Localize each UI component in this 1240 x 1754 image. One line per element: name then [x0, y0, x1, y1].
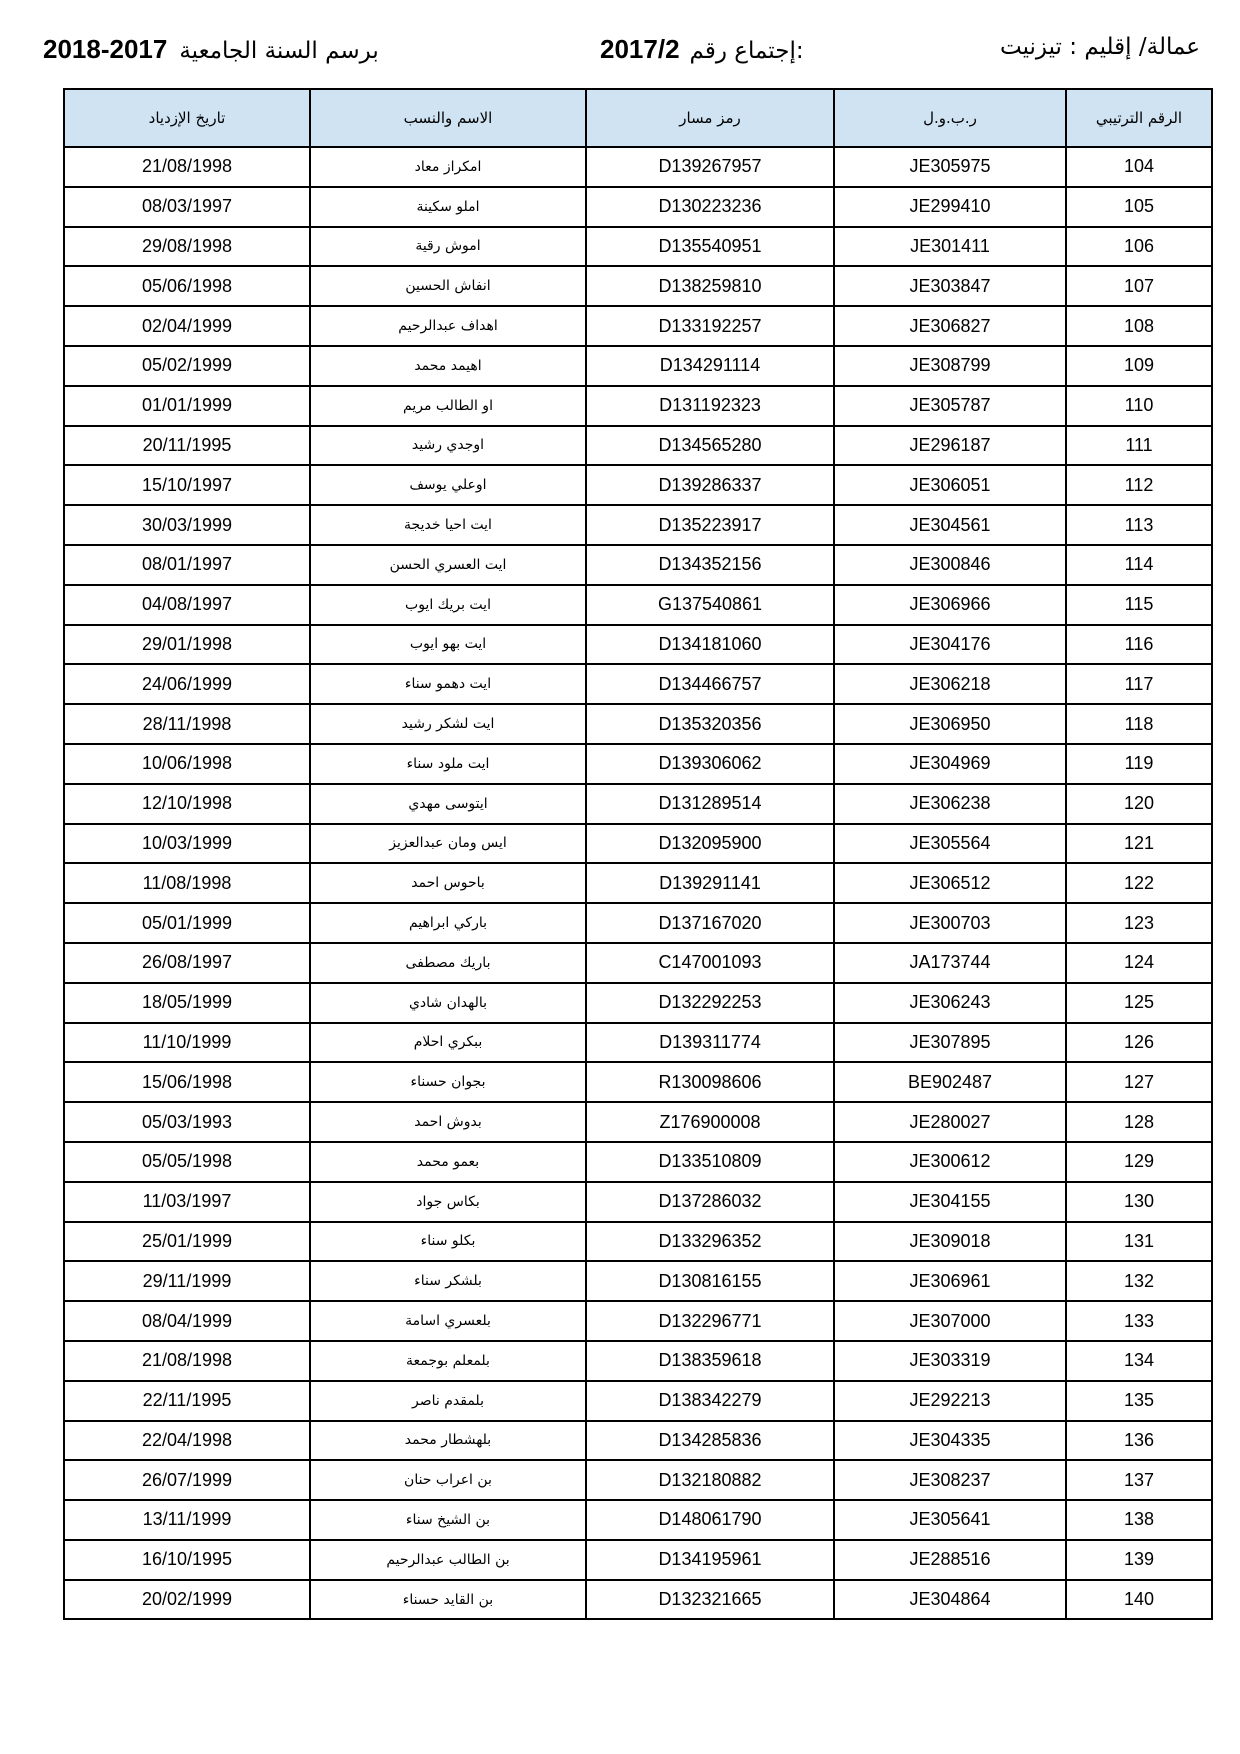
cell-dob: 29/01/1998 [64, 625, 310, 665]
cell-dob: 01/01/1999 [64, 386, 310, 426]
province-label: عمالة/ إقليم : تيزنيت [999, 34, 1200, 60]
column-header-massar: رمز مسار [586, 89, 834, 147]
table-row [64, 1301, 1212, 1341]
cell-seq: 140 [1066, 1580, 1212, 1620]
table-row [64, 1421, 1212, 1461]
cell-seq: 130 [1066, 1182, 1212, 1222]
cell-massar: D139306062 [586, 744, 834, 784]
cell-name: ايت العسري الحسن [310, 545, 586, 585]
cell-seq: 126 [1066, 1023, 1212, 1063]
cell-cin: JE304561 [834, 505, 1066, 545]
cell-name: بلمقدم ناصر [310, 1381, 586, 1421]
cell-dob: 11/03/1997 [64, 1182, 310, 1222]
cell-name: بلشكر سناء [310, 1261, 586, 1301]
cell-massar: D131192323 [586, 386, 834, 426]
cell-name: بكاس جواد [310, 1182, 586, 1222]
cell-massar: D134195961 [586, 1540, 834, 1580]
cell-massar: D139311774 [586, 1023, 834, 1063]
cell-dob: 20/11/1995 [64, 426, 310, 466]
cell-massar: D132321665 [586, 1580, 834, 1620]
cell-seq: 117 [1066, 664, 1212, 704]
cell-cin: JE304155 [834, 1182, 1066, 1222]
table-row [64, 1023, 1212, 1063]
cell-seq: 108 [1066, 306, 1212, 346]
cell-seq: 107 [1066, 266, 1212, 306]
cell-name: املو سكينة [310, 187, 586, 227]
cell-dob: 05/01/1999 [64, 903, 310, 943]
cell-seq: 122 [1066, 863, 1212, 903]
cell-cin: JE305787 [834, 386, 1066, 426]
cell-massar: D132292253 [586, 983, 834, 1023]
table-row [64, 744, 1212, 784]
cell-seq: 114 [1066, 545, 1212, 585]
table-row [64, 1500, 1212, 1540]
cell-massar: D134565280 [586, 426, 834, 466]
table-row [64, 346, 1212, 386]
cell-massar: D135540951 [586, 227, 834, 267]
cell-dob: 29/11/1999 [64, 1261, 310, 1301]
table-row [64, 983, 1212, 1023]
cell-cin: JE307895 [834, 1023, 1066, 1063]
cell-dob: 05/06/1998 [64, 266, 310, 306]
cell-massar: D137286032 [586, 1182, 834, 1222]
table-body [64, 147, 1212, 1619]
cell-name: ايت بهو ايوب [310, 625, 586, 665]
cell-seq: 134 [1066, 1341, 1212, 1381]
cell-massar: D133192257 [586, 306, 834, 346]
cell-seq: 118 [1066, 704, 1212, 744]
cell-name: ايت لشكر رشيد [310, 704, 586, 744]
cell-massar: D139286337 [586, 465, 834, 505]
cell-name: اهيمد محمد [310, 346, 586, 386]
cell-cin: JE280027 [834, 1102, 1066, 1142]
cell-seq: 120 [1066, 784, 1212, 824]
cell-cin: JE292213 [834, 1381, 1066, 1421]
table-row [64, 1142, 1212, 1182]
table-row [64, 664, 1212, 704]
cell-dob: 08/04/1999 [64, 1301, 310, 1341]
cell-seq: 105 [1066, 187, 1212, 227]
cell-massar: D134291114 [586, 346, 834, 386]
meeting-number [600, 36, 804, 63]
cell-seq: 115 [1066, 585, 1212, 625]
cell-seq: 119 [1066, 744, 1212, 784]
cell-massar: D130223236 [586, 187, 834, 227]
cell-dob: 18/05/1999 [64, 983, 310, 1023]
cell-massar: D134181060 [586, 625, 834, 665]
cell-cin: JE306051 [834, 465, 1066, 505]
cell-massar: R130098606 [586, 1062, 834, 1102]
cell-dob: 22/11/1995 [64, 1381, 310, 1421]
cell-dob: 12/10/1998 [64, 784, 310, 824]
cell-cin: JE304335 [834, 1421, 1066, 1461]
table-row [64, 1341, 1212, 1381]
table-row [64, 784, 1212, 824]
cell-massar: D133510809 [586, 1142, 834, 1182]
cell-seq: 113 [1066, 505, 1212, 545]
cell-dob: 11/10/1999 [64, 1023, 310, 1063]
table-row [64, 1381, 1212, 1421]
cell-name: باريك مصطفى [310, 943, 586, 983]
academic-year-label: برسم السنة الجامعية [179, 38, 379, 64]
cell-massar: D138359618 [586, 1341, 834, 1381]
cell-name: بعمو محمد [310, 1142, 586, 1182]
cell-seq: 138 [1066, 1500, 1212, 1540]
cell-cin: JE306966 [834, 585, 1066, 625]
cell-dob: 29/08/1998 [64, 227, 310, 267]
cell-dob: 15/06/1998 [64, 1062, 310, 1102]
cell-name: باركي ابراهيم [310, 903, 586, 943]
column-header-cin: ر.ب.و.ل [834, 89, 1066, 147]
cell-dob: 05/03/1993 [64, 1102, 310, 1142]
column-header-name: الاسم والنسب [310, 89, 586, 147]
cell-cin: JE306243 [834, 983, 1066, 1023]
cell-seq: 109 [1066, 346, 1212, 386]
cell-dob: 13/11/1999 [64, 1500, 310, 1540]
cell-name: ايتوسى مهدي [310, 784, 586, 824]
table-row [64, 1102, 1212, 1142]
cell-seq: 133 [1066, 1301, 1212, 1341]
cell-dob: 15/10/1997 [64, 465, 310, 505]
table-row [64, 903, 1212, 943]
cell-cin: JE306827 [834, 306, 1066, 346]
cell-dob: 10/03/1999 [64, 824, 310, 864]
cell-cin: JE299410 [834, 187, 1066, 227]
cell-name: اموش رقية [310, 227, 586, 267]
cell-seq: 123 [1066, 903, 1212, 943]
cell-cin: JE304176 [834, 625, 1066, 665]
cell-seq: 136 [1066, 1421, 1212, 1461]
cell-massar: D130816155 [586, 1261, 834, 1301]
cell-name: او الطالب مريم [310, 386, 586, 426]
cell-cin: JE308799 [834, 346, 1066, 386]
cell-massar: D137167020 [586, 903, 834, 943]
cell-cin: JE305564 [834, 824, 1066, 864]
cell-massar: D134285836 [586, 1421, 834, 1461]
table-row [64, 1540, 1212, 1580]
table-row [64, 266, 1212, 306]
cell-cin: JE304969 [834, 744, 1066, 784]
cell-name: بجوان حسناء [310, 1062, 586, 1102]
table-header [64, 89, 1212, 147]
cell-dob: 11/08/1998 [64, 863, 310, 903]
meeting-number-label: إجتماع رقم: [689, 38, 804, 64]
table-row [64, 824, 1212, 864]
cell-dob: 08/01/1997 [64, 545, 310, 585]
students-table [63, 88, 1213, 1620]
cell-seq: 106 [1066, 227, 1212, 267]
cell-seq: 135 [1066, 1381, 1212, 1421]
cell-name: ايت ملود سناء [310, 744, 586, 784]
cell-name: بن القايد حسناء [310, 1580, 586, 1620]
cell-massar: D138342279 [586, 1381, 834, 1421]
cell-dob: 02/04/1999 [64, 306, 310, 346]
table-row [64, 1062, 1212, 1102]
cell-massar: D135320356 [586, 704, 834, 744]
cell-massar: D132095900 [586, 824, 834, 864]
cell-cin: JE306512 [834, 863, 1066, 903]
cell-massar: C147001093 [586, 943, 834, 983]
table-row [64, 227, 1212, 267]
cell-cin: JE305641 [834, 1500, 1066, 1540]
cell-cin: JE304864 [834, 1580, 1066, 1620]
table-row [64, 704, 1212, 744]
cell-massar: D131289514 [586, 784, 834, 824]
table-header-row [64, 89, 1212, 147]
table-row [64, 1261, 1212, 1301]
cell-massar: D132296771 [586, 1301, 834, 1341]
table-row [64, 625, 1212, 665]
cell-name: بن اعراب حنان [310, 1460, 586, 1500]
cell-name: اوعلي يوسف [310, 465, 586, 505]
cell-name: ببكري احلام [310, 1023, 586, 1063]
cell-name: بلهشطار محمد [310, 1421, 586, 1461]
table-row [64, 1580, 1212, 1620]
cell-seq: 129 [1066, 1142, 1212, 1182]
cell-name: بلمعلم بوجمعة [310, 1341, 586, 1381]
cell-seq: 128 [1066, 1102, 1212, 1142]
column-header-dob: تاريخ الإزدياد [64, 89, 310, 147]
cell-name: امكراز معاد [310, 147, 586, 187]
cell-massar: D134466757 [586, 664, 834, 704]
table-row [64, 1182, 1212, 1222]
cell-seq: 121 [1066, 824, 1212, 864]
cell-name: بن الطالب عبدالرحيم [310, 1540, 586, 1580]
cell-cin: BE902487 [834, 1062, 1066, 1102]
cell-cin: JE306961 [834, 1261, 1066, 1301]
cell-dob: 08/03/1997 [64, 187, 310, 227]
cell-name: اهداف عبدالرحيم [310, 306, 586, 346]
cell-seq: 112 [1066, 465, 1212, 505]
cell-seq: 127 [1066, 1062, 1212, 1102]
cell-name: بلعسري اسامة [310, 1301, 586, 1341]
cell-seq: 132 [1066, 1261, 1212, 1301]
table-row [64, 386, 1212, 426]
cell-dob: 24/06/1999 [64, 664, 310, 704]
table-row [64, 585, 1212, 625]
table-row [64, 863, 1212, 903]
cell-dob: 28/11/1998 [64, 704, 310, 744]
cell-dob: 04/08/1997 [64, 585, 310, 625]
cell-dob: 22/04/1998 [64, 1421, 310, 1461]
cell-seq: 139 [1066, 1540, 1212, 1580]
cell-name: انفاش الحسين [310, 266, 586, 306]
column-header-seq: الرقم الترتيبي [1066, 89, 1212, 147]
table-row [64, 1460, 1212, 1500]
cell-massar: D148061790 [586, 1500, 834, 1540]
cell-cin: JE306238 [834, 784, 1066, 824]
table-row [64, 187, 1212, 227]
cell-name: ايت دهمو سناء [310, 664, 586, 704]
academic-year-value: 2018-2017 [43, 34, 168, 64]
table-row [64, 1222, 1212, 1262]
cell-cin: JE300846 [834, 545, 1066, 585]
cell-name: باحوس احمد [310, 863, 586, 903]
cell-cin: JE308237 [834, 1460, 1066, 1500]
cell-massar: D135223917 [586, 505, 834, 545]
cell-name: بكلو سناء [310, 1222, 586, 1262]
cell-name: بدوش احمد [310, 1102, 586, 1142]
cell-massar: Z176900008 [586, 1102, 834, 1142]
cell-name: ايت احيا خديجة [310, 505, 586, 545]
cell-massar: D132180882 [586, 1460, 834, 1500]
cell-massar: D134352156 [586, 545, 834, 585]
cell-seq: 116 [1066, 625, 1212, 665]
cell-dob: 05/05/1998 [64, 1142, 310, 1182]
cell-cin: JE307000 [834, 1301, 1066, 1341]
cell-cin: JE306950 [834, 704, 1066, 744]
cell-cin: JE303847 [834, 266, 1066, 306]
cell-massar: D138259810 [586, 266, 834, 306]
cell-seq: 124 [1066, 943, 1212, 983]
cell-cin: JE301411 [834, 227, 1066, 267]
cell-seq: 104 [1066, 147, 1212, 187]
cell-dob: 20/02/1999 [64, 1580, 310, 1620]
cell-massar: G137540861 [586, 585, 834, 625]
table-row [64, 147, 1212, 187]
academic-year [43, 36, 379, 63]
table-row [64, 943, 1212, 983]
cell-cin: JE300612 [834, 1142, 1066, 1182]
table-row [64, 505, 1212, 545]
table-row [64, 306, 1212, 346]
table-row [64, 545, 1212, 585]
cell-cin: JE309018 [834, 1222, 1066, 1262]
cell-name: بن الشيخ سناء [310, 1500, 586, 1540]
cell-cin: JA173744 [834, 943, 1066, 983]
cell-dob: 25/01/1999 [64, 1222, 310, 1262]
cell-name: بالهدان شادي [310, 983, 586, 1023]
cell-cin: JE288516 [834, 1540, 1066, 1580]
table-row [64, 426, 1212, 466]
cell-dob: 26/07/1999 [64, 1460, 310, 1500]
cell-dob: 26/08/1997 [64, 943, 310, 983]
cell-cin: JE303319 [834, 1341, 1066, 1381]
table-row [64, 465, 1212, 505]
cell-dob: 21/08/1998 [64, 1341, 310, 1381]
cell-name: اوجدي رشيد [310, 426, 586, 466]
cell-seq: 131 [1066, 1222, 1212, 1262]
cell-massar: D133296352 [586, 1222, 834, 1262]
cell-seq: 110 [1066, 386, 1212, 426]
cell-cin: JE306218 [834, 664, 1066, 704]
cell-massar: D139291141 [586, 863, 834, 903]
cell-seq: 125 [1066, 983, 1212, 1023]
cell-dob: 16/10/1995 [64, 1540, 310, 1580]
cell-dob: 05/02/1999 [64, 346, 310, 386]
cell-cin: JE305975 [834, 147, 1066, 187]
cell-seq: 137 [1066, 1460, 1212, 1500]
cell-dob: 21/08/1998 [64, 147, 310, 187]
cell-dob: 30/03/1999 [64, 505, 310, 545]
cell-seq: 111 [1066, 426, 1212, 466]
cell-dob: 10/06/1998 [64, 744, 310, 784]
meeting-number-value: 2017/2 [600, 34, 680, 64]
cell-name: ايس ومان عبدالعزيز [310, 824, 586, 864]
cell-name: ايت بريك ايوب [310, 585, 586, 625]
cell-massar: D139267957 [586, 147, 834, 187]
cell-cin: JE300703 [834, 903, 1066, 943]
cell-cin: JE296187 [834, 426, 1066, 466]
